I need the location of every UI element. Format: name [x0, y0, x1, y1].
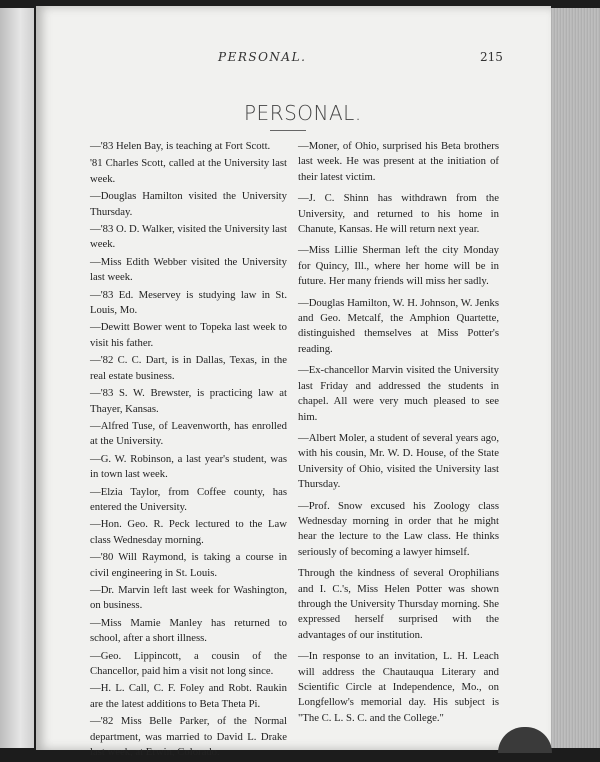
news-item: —Douglas Hamilton visited the University Thursday. [90, 190, 287, 218]
right-column [298, 139, 499, 732]
news-item: —In response to an invitation, L. H. Leach will address the Chautauqua Literary and Scientific Circle at Independence, Mo., on Longfellow's memorial day. His subject is "The C. L. S. C. and the College." [298, 650, 499, 724]
running-head: PERSONAL. [218, 50, 307, 64]
news-item: —'83 S. W. Brewster, is practicing law at Thayer, Kansas. [90, 387, 287, 415]
page-number: 215 [480, 50, 503, 64]
news-item: —Miss Lillie Sherman left the city Monday for Quincy, Ill., where her home will be in future. Her many friends will miss her sadly. [298, 244, 499, 288]
facing-page-edge [0, 8, 34, 748]
news-item: —'80 Will Raymond, is taking a course in civil engineering in St. Louis. [90, 551, 287, 579]
news-item: —Dr. Marvin left last week for Washington, on business. [90, 583, 287, 612]
news-item: —Geo. Lippincott, a cousin of the Chancellor, paid him a visit not long since. [90, 649, 287, 677]
news-item: —'82 C. C. Dart, is in Dallas, Texas, in the real estate business. [90, 354, 287, 382]
news-item: —Miss Edith Webber visited the University last week. [90, 255, 287, 284]
news-item: —Elzia Taylor, from Coffee county, has entered the University. [90, 485, 287, 513]
page-stack-edges [551, 8, 600, 748]
news-item: —Miss Mamie Manley has returned to school, after a short illness. [90, 616, 287, 645]
news-item: —Albert Moler, a student of several years ago, with his cousin, Mr. W. D. House, of the State University of Ohio, visited the University last Thursday. [298, 431, 499, 491]
news-item: —Dewitt Bower went to Topeka last week to visit his father. [90, 321, 287, 349]
news-item: —Prof. Snow excused his Zoology class Wednesday morning in order that he might hear the lecture to the Law class. He thinks seriously of becoming a lawyer himself. [298, 499, 499, 558]
news-item: —Moner, of Ohio, surprised his Beta brothers last week. He was present at the initiation of their latest victim. [298, 140, 499, 183]
news-item: —Douglas Hamilton, W. H. Johnson, W. Jenks and Geo. Metcalf, the Amphion Quartette, distinguished themselves at Miss Potter's reading. [298, 296, 499, 355]
news-item: '81 Charles Scott, called at the University last week. [90, 157, 287, 185]
news-item: —Alfred Tuse, of Leavenworth, has enrolled at the University. [90, 419, 287, 448]
news-item: Through the kindness of several Orophilians and I. C.'s, Miss Helen Potter was shown through the University Thursday morning. She expressed herself surprised with the advantages of our institution. [298, 567, 499, 641]
news-item: —Ex-chancellor Marvin visited the University last Friday and addressed the students in chapel. All were very much pleased to see him. [298, 364, 499, 423]
news-item: —H. L. Call, C. F. Foley and Robt. Raukin are the latest additions to Beta Theta Pi. [90, 682, 287, 710]
page-title: PERSONAL. [244, 101, 362, 125]
news-item: —G. W. Robinson, a last year's student, was in town last week. [90, 452, 287, 481]
news-item: —'83 O. D. Walker, visited the University last week. [90, 223, 287, 251]
title-rule [270, 130, 306, 131]
news-item: —'83 Ed. Meservey is studying law in St. Louis, Mo. [90, 288, 287, 317]
left-column [90, 139, 287, 762]
news-item: —'83 Helen Bay, is teaching at Fort Scott. [90, 140, 271, 152]
news-item: —'82 Miss Belle Parker, of the Normal department, was married to David L. Drake last week, at Erwin, Colorado. [90, 715, 287, 759]
news-item: —J. C. Shinn has withdrawn from the University, and returned to his home in Chanute, Kansas. He will return next year. [298, 192, 499, 236]
news-item: —Hon. Geo. R. Peck lectured to the Law class Wednesday morning. [90, 518, 287, 546]
